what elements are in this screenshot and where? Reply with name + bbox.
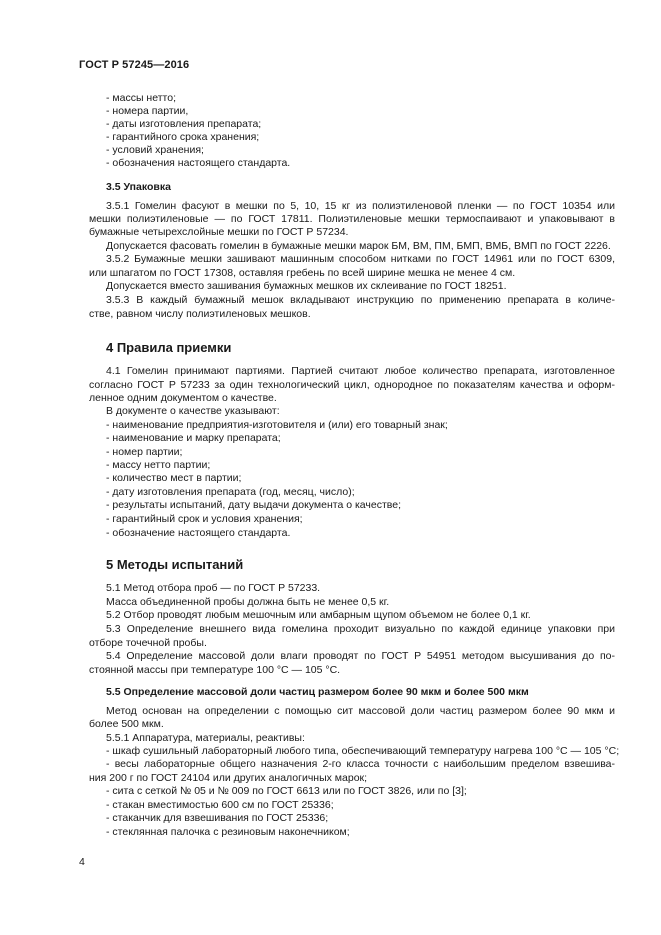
text-line: - гарантийный срок и условия хранения; <box>106 513 303 525</box>
text-line: стоянной массы при температуре 100 °С — 105 °С. <box>89 664 341 676</box>
text-line: бумажные четырехслойные мешки по ГОСТ Р 57234. <box>89 226 349 238</box>
text-line: стве, равном числу полиэтиленовых мешков. <box>89 308 311 320</box>
text-line: В документе о качестве указывают: <box>106 405 280 417</box>
text-line: Масса объединенной пробы должна быть не менее 0,5 кг. <box>106 596 390 608</box>
text-line: - массу нетто партии; <box>106 459 211 471</box>
page-number: 4 <box>79 856 85 868</box>
text-line: более 500 мкм. <box>89 718 164 730</box>
text-line: 4.1 Гомелин принимают партиями. Партией считают любое количество препарата, изготовленное <box>106 365 615 377</box>
text-line: - номер партии; <box>106 446 183 458</box>
text-line: - наименование предприятия-изготовителя и (или) его товарный знак; <box>106 419 448 431</box>
text-line: 5.2 Отбор проводят любым мешочным или амбарным щупом объемом не более 0,1 кг. <box>106 609 531 621</box>
text-line: - весы лабораторные общего назначения 2-го класса точности с наибольшим пределом взвешива- <box>106 758 615 770</box>
text-line: - массы нетто; <box>106 92 176 104</box>
text-line: - наименование и марку препарата; <box>106 432 281 444</box>
text-line: Допускается вместо зашивания бумажных мешков их склеивание по ГОСТ 18251. <box>106 280 507 292</box>
text-line: 5.5.1 Аппаратура, материалы, реактивы: <box>106 732 305 744</box>
text-line: 3.5.3 В каждый бумажный мешок вкладывают инструкцию по применению препарата в количе- <box>106 294 615 306</box>
text-line: - гарантийного срока хранения; <box>106 131 260 143</box>
text-line: ния 200 г по ГОСТ 24104 или других аналогичных марок; <box>89 772 368 784</box>
text-line: - стеклянная палочка с резиновым наконечником; <box>106 826 350 838</box>
chapter-heading: 4 Правила приемки <box>106 340 232 355</box>
chapter-heading: 5 Методы испытаний <box>106 557 244 572</box>
text-line: 3.5.2 Бумажные мешки зашивают машинным способом нитками по ГОСТ 14961 или по ГОСТ 6309, <box>106 253 615 265</box>
text-line: - количество мест в партии; <box>106 472 242 484</box>
text-line: - шкаф сушильный лабораторный любого типа, обеспечивающий температуру нагрева 100 °С — 105 °С; <box>106 745 620 757</box>
text-line: Допускается фасовать гомелин в бумажные мешки марок БМ, ВМ, ПМ, БМП, ВМБ, ВМП по ГОСТ 2226. <box>106 240 611 252</box>
text-line: - результаты испытаний, дату выдачи документа о качестве; <box>106 499 402 511</box>
text-line: Метод основан на определении с помощью сит массовой доли частиц размером более 90 мкм и <box>106 705 615 717</box>
text-line: - даты изготовления препарата; <box>106 118 262 130</box>
text-line: - обозначение настоящего стандарта. <box>106 527 291 539</box>
text-line: или шпагатом по ГОСТ 17308, оставляя гребень по всей ширине мешка не менее 4 см. <box>89 267 516 279</box>
text-line: - сита с сеткой № 05 и № 009 по ГОСТ 6613 или по ГОСТ 3826, или по [3]; <box>106 785 467 797</box>
text-line: 5.4 Определение массовой доли влаги проводят по ГОСТ Р 54951 методом высушивания до по- <box>106 650 615 662</box>
text-line: - обозначения настоящего стандарта. <box>106 157 291 169</box>
text-line: - номера партии, <box>106 105 189 117</box>
text-line: - стакан вместимостью 600 см по ГОСТ 25336; <box>106 799 334 811</box>
section-heading: 5.5 Определение массовой доли частиц размером более 90 мкм и более 500 мкм <box>106 686 529 698</box>
text-line: - условий хранения; <box>106 144 204 156</box>
document-header: ГОСТ Р 57245—2016 <box>79 59 190 71</box>
text-line: мешки полиэтиленовые — по ГОСТ 17811. Полиэтиленовые мешки термоспаивают и упаковывают в <box>89 213 615 225</box>
text-line: - стаканчик для взвешивания по ГОСТ 25336; <box>106 812 329 824</box>
text-line: ленное одним документом о качестве. <box>89 392 277 404</box>
text-line: 5.1 Метод отбора проб — по ГОСТ Р 57233. <box>106 582 321 594</box>
section-heading: 3.5 Упаковка <box>106 181 171 193</box>
text-line: 5.3 Определение внешнего вида гомелина проходит визуально по каждой единице упаковки при <box>106 623 615 635</box>
text-line: - дату изготовления препарата (год, месяц, число); <box>106 486 355 498</box>
text-line: согласно ГОСТ Р 57233 за один технологический цикл, однородное по показателям качества и оформ- <box>89 379 615 391</box>
text-line: 3.5.1 Гомелин фасуют в мешки по 5, 10, 15 кг из полиэтиленовой пленки — по ГОСТ 10354 или <box>106 200 615 212</box>
text-line: отборе точечной пробы. <box>89 637 207 649</box>
